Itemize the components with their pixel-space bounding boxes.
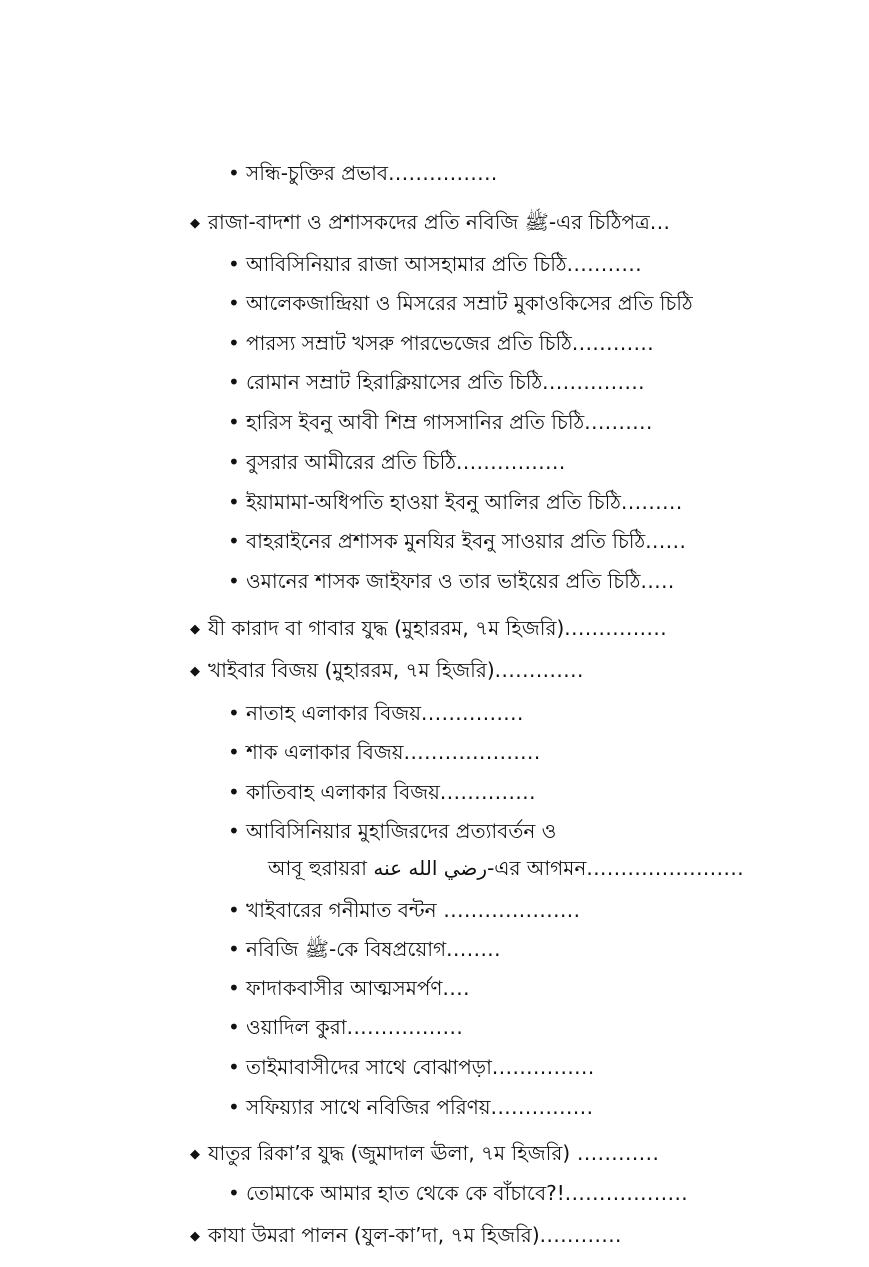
leader-dots: ............... xyxy=(542,370,646,394)
entry-title: ওয়াদিল কুরা xyxy=(246,1015,347,1039)
entry-title: হারিস ইবনু আবী শিম্র গাসসানির প্রতি চিঠি xyxy=(246,410,585,434)
toc-entry xyxy=(228,290,693,316)
diamond-bullet-icon: ◆ xyxy=(190,1229,200,1244)
leader-dots: ............... xyxy=(421,701,524,725)
leader-dots: ............. xyxy=(494,658,584,682)
leader-dots: .................. xyxy=(564,1181,689,1205)
bullet-icon: • xyxy=(228,410,240,434)
entry-title: খাইবার বিজয় (মুহাররম, ৭ম হিজরি) xyxy=(208,658,495,682)
bullet-icon: • xyxy=(228,898,240,922)
leader-dots: ................. xyxy=(346,1015,464,1039)
entry-title: তাইমাবাসীদের সাথে বোঝাপড়া xyxy=(246,1055,492,1079)
toc-entry xyxy=(190,1222,622,1250)
toc-entry xyxy=(228,160,498,186)
toc-entry xyxy=(228,449,566,475)
toc-entry xyxy=(228,409,653,435)
toc-entry xyxy=(228,1054,595,1080)
entry-title: রোমান সম্রাট হিরাক্লিয়াসের প্রতি চিঠি xyxy=(246,370,543,394)
entry-title: তোমাকে আমার হাত থেকে কে বাঁচাবে?! xyxy=(246,1181,565,1205)
entry-title: আবিসিনিয়ার মুহাজিরদের প্রত্যাবর্তন ও xyxy=(246,819,557,843)
entry-title: ইয়ামামা-অধিপতি হাওয়া ইবনু আলির প্রতি চিঠি xyxy=(246,490,621,514)
toc-entry xyxy=(228,528,686,554)
entry-title: নাতাহ এলাকার বিজয় xyxy=(246,701,422,725)
diamond-bullet-icon: ◆ xyxy=(190,1147,200,1162)
bullet-icon: • xyxy=(228,490,240,514)
entry-title: নবিজি ﷺ-কে বিষপ্রয়োগ xyxy=(246,937,447,961)
toc-entry xyxy=(228,975,470,1001)
toc-entry xyxy=(228,779,536,805)
entry-title: রাজা-বাদশা ও প্রশাসকদের প্রতি নবিজি ﷺ-এর চিঠিপত্র xyxy=(208,210,650,234)
bullet-icon: • xyxy=(228,740,240,764)
toc-entry xyxy=(190,209,670,237)
leader-dots: ................ xyxy=(388,161,498,185)
entry-title: আবিসিনিয়ার রাজা আসহামার প্রতি চিঠি xyxy=(246,252,567,276)
bullet-icon: • xyxy=(228,1055,240,1079)
entry-title: যী কারাদ বা গাবার যুদ্ধ (মুহাররম, ৭ম হিজরি) xyxy=(208,616,565,640)
bullet-icon: • xyxy=(228,370,240,394)
leader-dots: ....................... xyxy=(586,856,745,880)
diamond-bullet-icon: ◆ xyxy=(190,664,200,679)
entry-title: ফাদাকবাসীর আত্মসমর্পণ xyxy=(246,976,443,1000)
leader-dots: ............... xyxy=(564,616,668,640)
entry-title: শাক এলাকার বিজয় xyxy=(246,740,404,764)
bullet-icon: • xyxy=(228,252,240,276)
bullet-icon: • xyxy=(228,161,240,185)
bullet-icon: • xyxy=(228,780,240,804)
leader-dots: .... xyxy=(442,976,470,1000)
toc-entry xyxy=(190,657,584,685)
leader-dots: ..... xyxy=(640,569,675,593)
leader-dots: ........... xyxy=(566,252,643,276)
entry-title: আবূ হুরায়রা رضي الله عنه-এর আগমন xyxy=(268,856,587,880)
toc-entry xyxy=(228,568,675,594)
entry-title: সন্ধি-চুক্তির প্রভাব xyxy=(246,161,389,185)
toc-entry xyxy=(190,1140,659,1168)
leader-dots: .................... xyxy=(403,740,541,764)
toc-entry xyxy=(190,615,667,643)
bullet-icon: • xyxy=(228,529,240,553)
entry-title: যাতুর রিকা’র যুদ্ধ (জুমাদাল ঊলা, ৭ম হিজরি) xyxy=(208,1141,571,1165)
entry-title: পারস্য সম্রাট খসরু পারভেজের প্রতি চিঠি xyxy=(246,331,572,355)
bullet-icon: • xyxy=(228,937,240,961)
toc-entry xyxy=(228,1094,593,1120)
leader-dots: ......... xyxy=(620,490,683,514)
leader-dots: ................ xyxy=(456,450,566,474)
entry-title: বুসরার আমীরের প্রতি চিঠি xyxy=(246,450,456,474)
entry-title: কাতিবাহ এলাকার বিজয় xyxy=(246,780,440,804)
toc-entry xyxy=(228,489,683,515)
toc-entry xyxy=(228,369,645,395)
toc-entry xyxy=(228,1180,688,1206)
bullet-icon: • xyxy=(228,1095,240,1119)
bullet-icon: • xyxy=(228,819,240,843)
bullet-icon: • xyxy=(228,291,240,315)
toc-entry xyxy=(228,1014,463,1040)
bullet-icon: • xyxy=(228,701,240,725)
leader-dots: .......... xyxy=(584,410,653,434)
bullet-icon: • xyxy=(228,1015,240,1039)
leader-dots: .............. xyxy=(439,780,536,804)
entry-title: বাহরাইনের প্রশাসক মুনযির ইবনু সাওয়ার প্রতি চিঠি xyxy=(246,529,646,553)
leader-dots: ............ xyxy=(539,1223,622,1247)
bullet-icon: • xyxy=(228,450,240,474)
bullet-icon: • xyxy=(228,1181,240,1205)
diamond-bullet-icon: ◆ xyxy=(190,216,200,231)
toc-entry-continuation xyxy=(268,855,744,881)
leader-dots: ............ xyxy=(570,1141,660,1165)
leader-dots: ...... xyxy=(645,529,687,553)
toc-entry xyxy=(228,330,654,356)
leader-dots: ... xyxy=(649,210,671,234)
entry-title: আলেকজান্দ্রিয়া ও মিসরের সম্রাট মুকাওকিসের প্রতি চিঠি xyxy=(246,291,693,315)
bullet-icon: • xyxy=(228,976,240,1000)
leader-dots: ............... xyxy=(490,1095,594,1119)
toc-entry xyxy=(228,818,556,844)
toc-entry xyxy=(228,936,501,962)
leader-dots: ........ xyxy=(446,937,502,961)
leader-dots: ............ xyxy=(571,331,655,355)
leader-dots: .................... xyxy=(436,898,581,922)
entry-title: ওমানের শাসক জাইফার ও তার ভাইয়ের প্রতি চিঠি xyxy=(246,569,641,593)
toc-entry xyxy=(228,700,524,726)
entry-title: খাইবারের গনীমাত বন্টন xyxy=(246,898,437,922)
entry-title: কাযা উমরা পালন (যুল-কা’দা, ৭ম হিজরি) xyxy=(208,1223,540,1247)
toc-entry xyxy=(228,897,581,923)
toc-entry xyxy=(228,251,642,277)
entry-title: সফিয়্যার সাথে নবিজির পরিণয় xyxy=(246,1095,491,1119)
diamond-bullet-icon: ◆ xyxy=(190,622,200,637)
leader-dots: ............... xyxy=(491,1055,595,1079)
bullet-icon: • xyxy=(228,569,240,593)
toc-entry xyxy=(228,739,541,765)
bullet-icon: • xyxy=(228,331,240,355)
